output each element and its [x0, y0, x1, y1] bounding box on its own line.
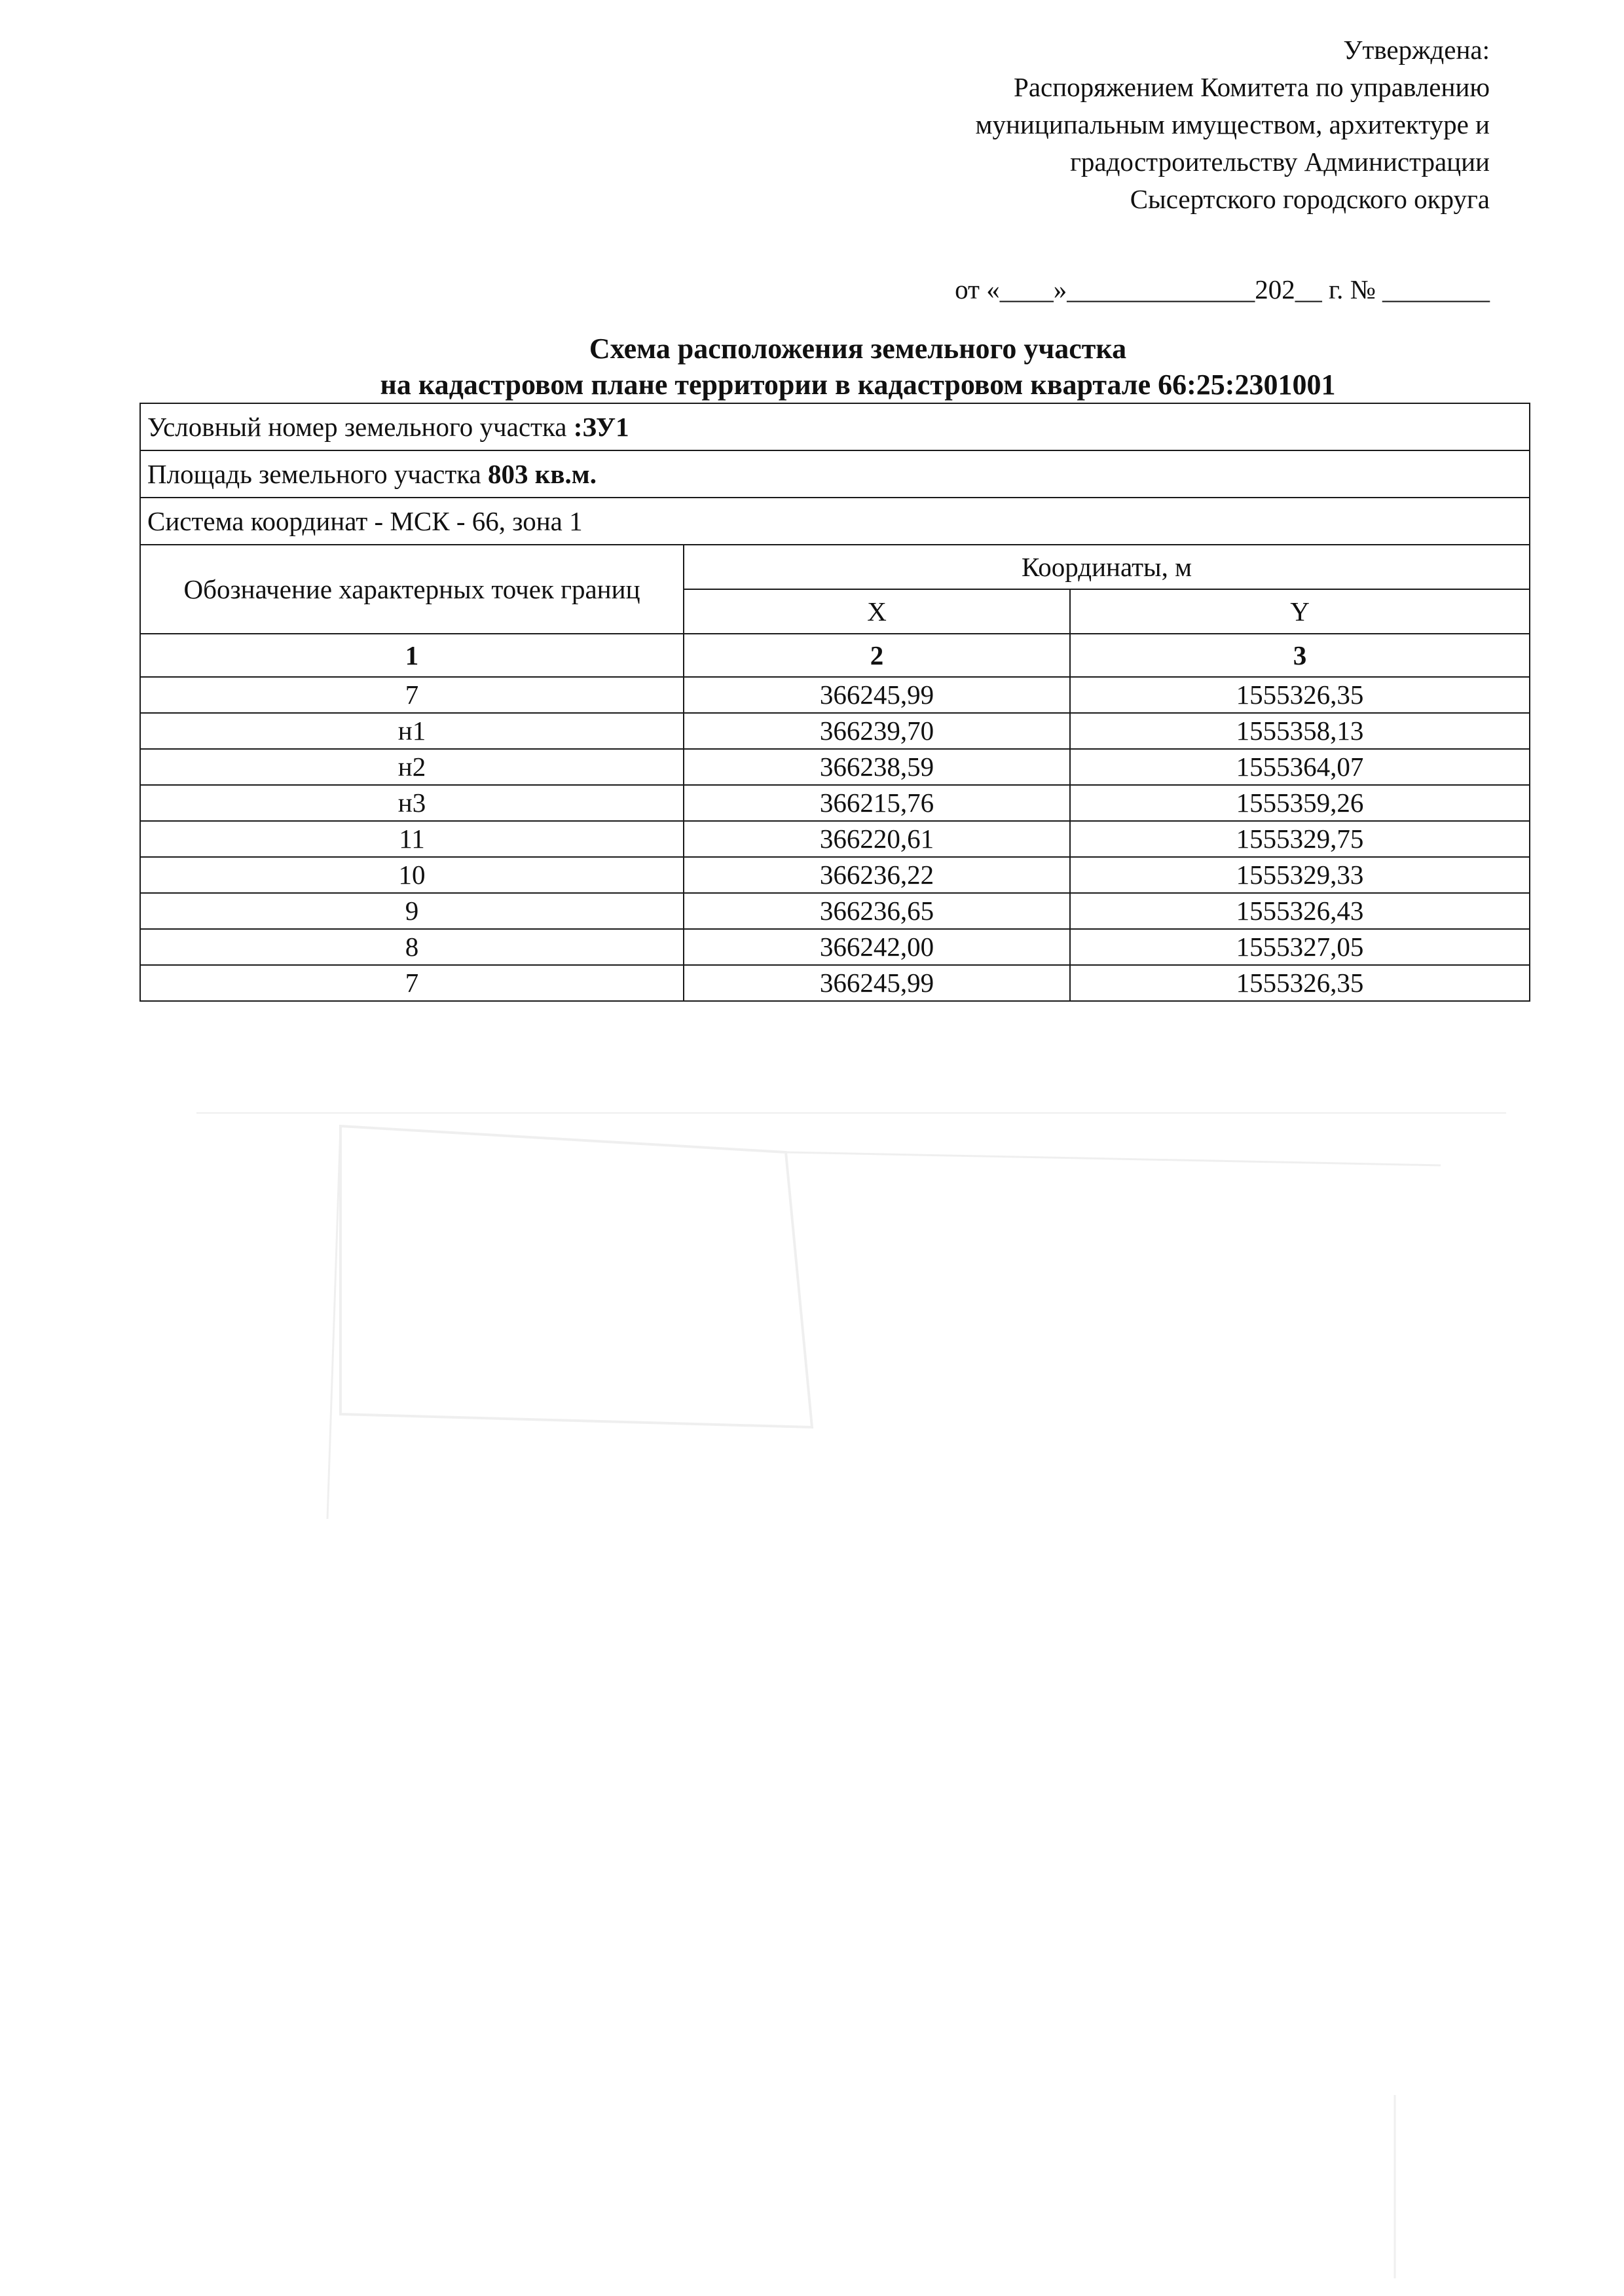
title-line-2: на кадастровом плане территории в кадастровом квартале 66:25:2301001 [380, 369, 1336, 401]
approval-line: градостроительству Администрации [1070, 147, 1490, 177]
x-cell: 366236,22 [684, 857, 1070, 893]
parcel-area-label: Площадь земельного участка [147, 459, 481, 489]
coordinates-header: Координаты, м [684, 545, 1530, 589]
parcel-number-row [140, 403, 1530, 450]
coord-system-row [140, 498, 1530, 545]
y-cell: 1555326,43 [1070, 893, 1530, 929]
x-cell: 366238,59 [684, 749, 1070, 785]
point-cell: 9 [140, 893, 684, 929]
y-cell: 1555359,26 [1070, 785, 1530, 821]
table-row [140, 893, 1530, 929]
x-header: X [684, 589, 1070, 634]
coord-system-cell: Система координат - МСК - 66, зона 1 [140, 498, 1530, 545]
y-cell: 1555329,33 [1070, 857, 1530, 893]
table-row [140, 857, 1530, 893]
y-cell: 1555329,75 [1070, 821, 1530, 857]
x-cell: 366239,70 [684, 713, 1070, 749]
y-header: Y [1070, 589, 1530, 634]
parcel-area-cell [140, 450, 1530, 498]
approval-block [638, 31, 1490, 218]
x-cell: 366220,61 [684, 821, 1070, 857]
point-cell: н1 [140, 713, 684, 749]
parcel-number-value: :ЗУ1 [573, 412, 629, 442]
x-cell: 366242,00 [684, 929, 1070, 965]
x-cell: 366245,99 [684, 965, 1070, 1001]
point-designation-header: Обозначение характерных точек границ [140, 545, 684, 634]
column-number: 3 [1070, 634, 1530, 677]
point-cell: 7 [140, 965, 684, 1001]
parcel-number-cell [140, 403, 1530, 450]
parcel-area-value: 803 кв.м. [488, 459, 597, 489]
x-cell: 366245,99 [684, 677, 1070, 713]
table-row [140, 965, 1530, 1001]
column-number: 1 [140, 634, 684, 677]
parcel-number-label: Условный номер земельного участка [147, 412, 567, 442]
document-title [138, 331, 1578, 403]
column-number: 2 [684, 634, 1070, 677]
point-cell: 10 [140, 857, 684, 893]
title-line-1: Схема расположения земельного участка [589, 333, 1127, 365]
y-cell: 1555358,13 [1070, 713, 1530, 749]
x-cell: 366236,65 [684, 893, 1070, 929]
table-row [140, 749, 1530, 785]
point-cell: н3 [140, 785, 684, 821]
parcel-area-row [140, 450, 1530, 498]
y-cell: 1555326,35 [1070, 677, 1530, 713]
table-row [140, 821, 1530, 857]
coordinates-table [139, 403, 1530, 1002]
x-cell: 366215,76 [684, 785, 1070, 821]
y-cell: 1555327,05 [1070, 929, 1530, 965]
order-date-number-line: от «____»______________202__ г. № ________ [955, 274, 1490, 304]
approval-line: Утверждена: [1343, 35, 1490, 65]
table-row [140, 929, 1530, 965]
y-cell: 1555326,35 [1070, 965, 1530, 1001]
table-header-row [140, 545, 1530, 589]
point-cell: 8 [140, 929, 684, 965]
column-numbers-row [140, 634, 1530, 677]
approval-line: муниципальным имуществом, архитектуре и [975, 109, 1490, 139]
table-row [140, 785, 1530, 821]
table-row [140, 713, 1530, 749]
point-cell: 11 [140, 821, 684, 857]
table-row [140, 677, 1530, 713]
point-cell: 7 [140, 677, 684, 713]
y-cell: 1555364,07 [1070, 749, 1530, 785]
approval-line: Сысертского городского округа [1130, 184, 1490, 214]
point-cell: н2 [140, 749, 684, 785]
approval-line: Распоряжением Комитета по управлению [1014, 72, 1490, 102]
